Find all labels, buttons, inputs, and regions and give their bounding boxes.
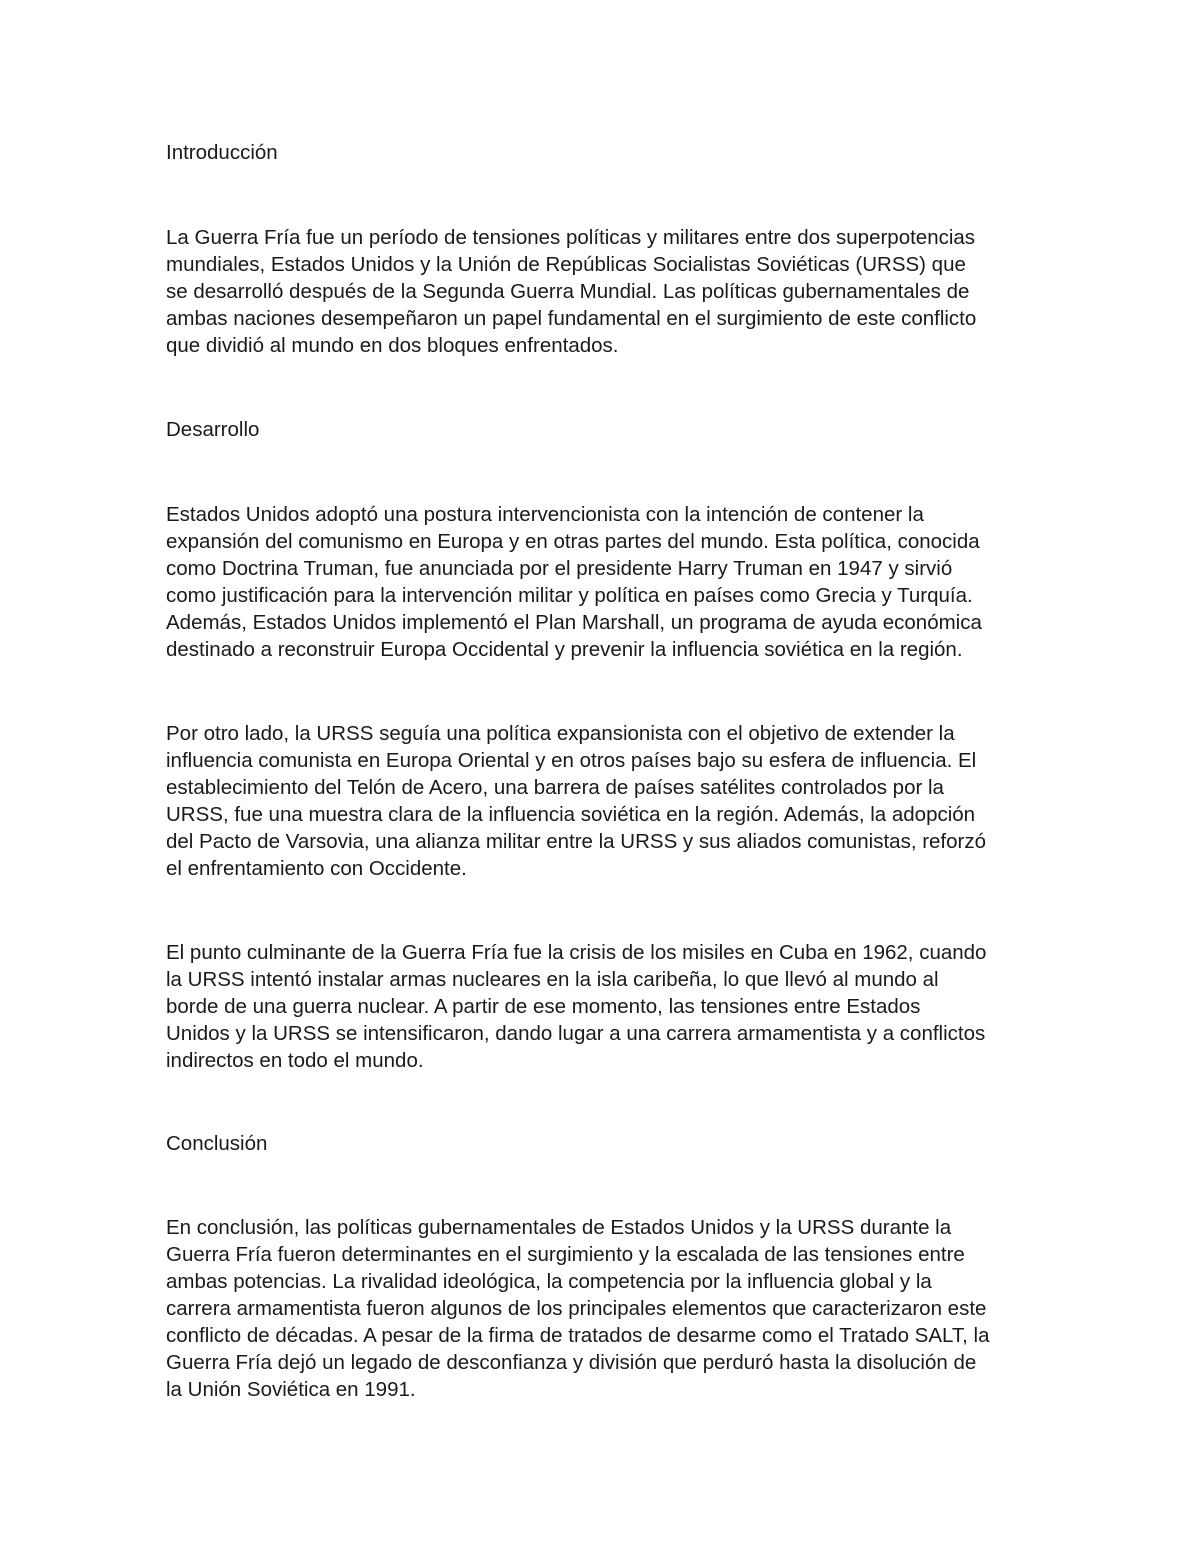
text-line: Guerra Fría dejó un legado de desconfianza y división que perduró hasta la disolución de: [166, 1351, 977, 1374]
text-line: como justificación para la intervención militar y política en países como Grecia y Turquía.: [166, 584, 973, 607]
text-line: expansión del comunismo en Europa y en otras partes del mundo. Esta política, conocida: [166, 530, 980, 553]
text-line: que dividió al mundo en dos bloques enfrentados.: [166, 334, 619, 357]
text-line: Guerra Fría fueron determinantes en el surgimiento y la escalada de las tensiones entre: [166, 1243, 965, 1266]
text-line: conflicto de décadas. A pesar de la firma de tratados de desarme como el Tratado SALT, la: [166, 1324, 990, 1347]
text-line: borde de una guerra nuclear. A partir de ese momento, las tensiones entre Estados: [166, 995, 921, 1018]
text-line: establecimiento del Telón de Acero, una barrera de países satélites controlados por la: [166, 776, 944, 799]
paragraph-conclusion: [166, 1214, 1046, 1403]
text-line: En conclusión, las políticas gubernamentales de Estados Unidos y la URSS durante la: [166, 1216, 952, 1239]
text-line: indirectos en todo el mundo.: [166, 1049, 424, 1072]
text-line: mundiales, Estados Unidos y la Unión de Repúblicas Socialistas Soviéticas (URSS) que: [166, 253, 966, 276]
text-line: La Guerra Fría fue un período de tensiones políticas y militares entre dos superpotencias: [166, 226, 976, 249]
section-heading-desarrollo: Desarrollo: [166, 418, 260, 441]
section-heading-introduccion: Introducción: [166, 141, 278, 164]
text-line: del Pacto de Varsovia, una alianza militar entre la URSS y sus aliados comunistas, reforzó: [166, 830, 987, 853]
text-line: El punto culminante de la Guerra Fría fue la crisis de los misiles en Cuba en 1962, cuando: [166, 941, 987, 964]
paragraph-desarrollo-2: [166, 720, 1046, 882]
paragraph-desarrollo-3: [166, 939, 1046, 1074]
text-line: la Unión Soviética en 1991.: [166, 1378, 416, 1401]
text-line: carrera armamentista fueron algunos de los principales elementos que caracterizaron este: [166, 1297, 987, 1320]
text-line: la URSS intentó instalar armas nucleares en la isla caribeña, lo que llevó al mundo al: [166, 968, 939, 991]
text-line: se desarrolló después de la Segunda Guerra Mundial. Las políticas gubernamentales de: [166, 280, 970, 303]
text-line: el enfrentamiento con Occidente.: [166, 857, 467, 880]
text-line: destinado a reconstruir Europa Occidental y prevenir la influencia soviética en la región.: [166, 638, 963, 661]
section-heading-conclusion: Conclusión: [166, 1132, 268, 1155]
text-line: Además, Estados Unidos implementó el Plan Marshall, un programa de ayuda económica: [166, 611, 982, 634]
text-line: ambas potencias. La rivalidad ideológica, la competencia por la influencia global y la: [166, 1270, 932, 1293]
text-line: ambas naciones desempeñaron un papel fundamental en el surgimiento de este conflicto: [166, 307, 977, 330]
text-line: Unidos y la URSS se intensificaron, dando lugar a una carrera armamentista y a conflictos: [166, 1022, 986, 1045]
paragraph-desarrollo-1: [166, 501, 1046, 663]
paragraph-intro: [166, 224, 1046, 359]
text-line: influencia comunista en Europa Oriental y en otros países bajo su esfera de influencia. El: [166, 749, 977, 772]
text-line: Por otro lado, la URSS seguía una política expansionista con el objetivo de extender la: [166, 722, 955, 745]
text-line: como Doctrina Truman, fue anunciada por el presidente Harry Truman en 1947 y sirvió: [166, 557, 953, 580]
text-line: Estados Unidos adoptó una postura intervencionista con la intención de contener la: [166, 503, 924, 526]
text-line: URSS, fue una muestra clara de la influencia soviética en la región. Además, la adopción: [166, 803, 976, 826]
